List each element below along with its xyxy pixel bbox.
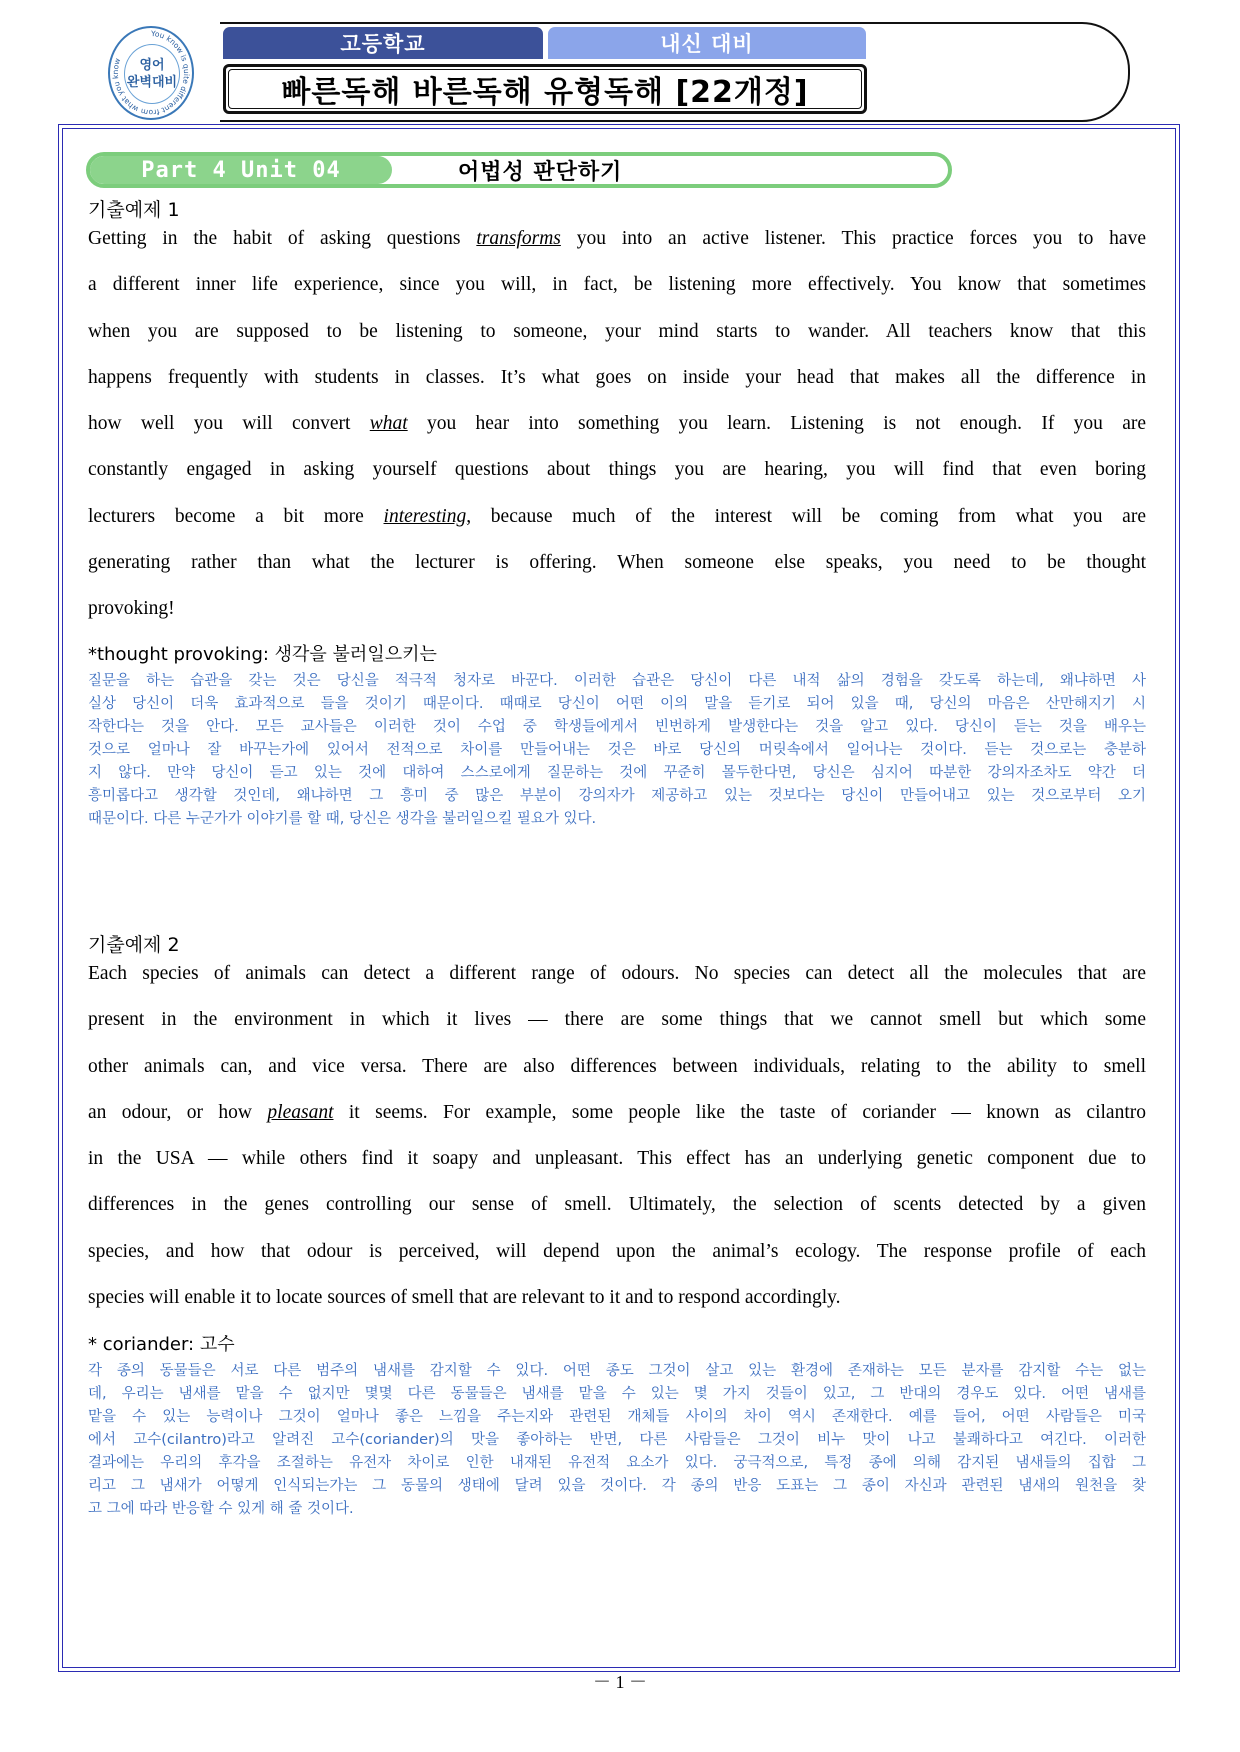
example-2-label: 기출예제 2 [88,934,180,956]
logo-ring-text: You know is quite different from what you know [110,28,192,118]
passage-line [88,1006,1146,1052]
note-meaning: 생각을 불러일으키는 [268,644,437,665]
logo-line-1: 영어 [139,58,165,73]
passage-line [88,1145,1146,1191]
passage-line [88,225,1146,271]
passage-line [88,318,1146,364]
translation-line: 지 않다. 만약 당신이 듣고 있는 것에 대하여 스스로에게 질문하는 것에 꾸준히 몰두한다면, 당신은 심지어 따분한 강의자조차도 약간 더 [88,765,1146,781]
tab-school: 고등학교 [223,27,543,59]
underlined-word: interesting [383,505,467,527]
passage-text: you hear into something you learn. Listening is not enough. If you are [407,413,1146,435]
passage-text: Each species of animals can detect a different range of odours. No species can detect all the molecules that are [88,963,1146,984]
translation-line: 리고 그 냄새가 어떻게 인식되는가는 그 동물의 생태에 달려 있을 것이다. 각 종의 반응 도표는 그 종이 자신과 관련된 냄새의 원천을 찾 [88,1478,1146,1494]
translation-line: 각 종의 동물들은 서로 다른 범주의 냄새를 감지할 수 있다. 어떤 종도 그것이 살고 있는 환경에 존재하는 모든 분자를 감지할 수는 없는 [88,1363,1146,1379]
translation-line: 결과에는 우리의 후각을 조절하는 유전자 차이로 인한 내재된 유전적 요소가 있다. 궁극적으로, 특정 종에 의해 감지된 냄새들의 집합 그 [88,1455,1146,1471]
passage-text: when you are supposed to be listening to someone, your mind starts to wander. All teachers know that this [88,320,1146,342]
passage-line [88,960,1146,1006]
passage-text: you into an active listener. This practice forces you to have [560,228,1146,249]
translation-line: 질문을 하는 습관을 갖는 것은 당신을 적극적 청자로 바꾼다. 이러한 습관은 당신이 다른 내적 삶의 경험을 갖도록 하는데, 왜냐하면 사 [88,673,1146,689]
passage-line [88,503,1146,549]
underlined-word: transforms [476,228,561,249]
example-1-note [88,640,437,666]
passage-line [88,1099,1146,1145]
passage-text: Getting in the habit of asking questions [88,228,477,249]
example-1-passage [88,225,1146,642]
translation-line: 데, 우리는 냄새를 맡을 수 없지만 몇몇 다른 동물들은 냄새를 맡을 수 있는 몇 가지 것들이 있고, 그 반대의 경우도 있다. 어떤 냄새를 [88,1386,1146,1402]
note-meaning: 고수 [194,1334,235,1355]
passage-line [88,1284,1146,1330]
passage-text: constantly engaged in asking yourself questions about things you are hearing, you will find that even boring [88,459,1146,481]
translation-line: 에서 고수(cilantro)라고 알려진 고수(coriander)의 맛을 좋아하는 반면, 다른 사람들은 그것이 비누 맛이 나고 불쾌하다고 여긴다. 이러한 [88,1432,1146,1448]
example-2-note [88,1330,235,1356]
logo-line-2: 완벽대비 [126,75,178,90]
passage-line [88,1053,1146,1099]
passage-text: species, and how that odour is perceived, will depend upon the animal’s ecology. The response profile of each [88,1240,1146,1262]
passage-line [88,271,1146,317]
note-term: *thought provoking: [88,644,269,665]
passage-text: lecturers become a bit more [88,505,384,527]
passage-line [88,1238,1146,1284]
example-1-label: 기출예제 1 [88,199,180,221]
passage-text: provoking! [88,598,175,620]
tab-exam-prep: 내신 대비 [548,27,866,59]
passage-line [88,595,1146,641]
example-2-passage [88,960,1146,1330]
translation-line: 흥미롭다고 생각할 것인데, 왜냐하면 그 흥미 중 많은 부분이 강의자가 제공하고 있는 것보다는 당신이 만들어내고 있는 것으로부터 오기 [88,788,1146,804]
passage-text: an odour, or how [88,1101,268,1123]
book-title: 빠른독해 바른독해 유형독해 [22개정] [223,64,867,114]
example-1-translation [88,670,1146,831]
underlined-word: what [369,413,408,435]
passage-text: present in the environment in which it lives — there are some things that we cannot smell but which some [88,1009,1146,1031]
note-term: * coriander: [88,1334,195,1355]
translation-line: 것으로 얼마나 잘 바꾸는가에 있어서 전적으로 차이를 만들어내는 것은 바로 당신의 머릿속에서 일어나는 것이다. 듣는 것으로는 충분하 [88,742,1146,758]
passage-text: , because much of the interest will be coming from what you are [466,505,1146,527]
translation-line: 맡을 수 있는 능력이나 그것이 얼마나 좋은 느낌을 주는지와 관련된 개체들 사이의 차이 역시 존재한다. 예를 들어, 어떤 사람들은 미국 [88,1409,1146,1425]
passage-text: it seems. For example, some people like the taste of coriander — known as cilantro [333,1101,1146,1123]
passage-text: how well you will convert [88,413,370,435]
unit-part-label: Part 4 Unit 04 [90,156,392,184]
passage-text: generating rather than what the lecturer is offering. When someone else speaks, you need to be thought [88,552,1146,574]
passage-text: species will enable it to locate sources of smell that are relevant to it and to respond accordingly. [88,1287,841,1309]
passage-line [88,364,1146,410]
underlined-word: pleasant [267,1101,334,1123]
passage-line [88,456,1146,502]
translation-line: 고 그에 따라 반응할 수 있게 해 줄 것이다. [88,1501,354,1517]
passage-text: other animals can, and vice versa. There are also differences between individuals, relating to the ability to smell [88,1055,1146,1077]
translation-line: 작한다는 것을 안다. 모든 교사들은 이러한 것이 수업 중 학생들에게서 빈번하게 발생한다는 것을 알고 있다. 당신이 듣는 것을 배우는 [88,719,1146,735]
passage-line [88,410,1146,456]
translation-line: 때문이다. 다른 누군가가 이야기를 할 때, 당신은 생각을 불러일으킬 필요가 있다. [88,811,597,827]
passage-line [88,549,1146,595]
translation-line: 실상 당신이 더욱 효과적으로 들을 것이기 때문이다. 때때로 당신이 어떤 이의 말을 듣기로 되어 있을 때, 당신의 마음은 산만해지기 시 [88,696,1146,712]
passage-text: happens frequently with students in classes. It’s what goes on inside your head that makes all the difference in [88,366,1146,388]
passage-text: differences in the genes controlling our sense of smell. Ultimately, the selection of scents detected by a given [88,1194,1146,1216]
page-number: － 1 － [593,1672,647,1692]
passage-text: in the USA — while others find it soapy and unpleasant. This effect has an underlying genetic component due to [88,1148,1146,1170]
logo [108,26,194,120]
example-2-translation [88,1360,1146,1521]
passage-line [88,1191,1146,1237]
logo-center [124,44,180,104]
passage-text: a different inner life experience, since you will, in fact, be listening more effectively. You know that sometimes [88,274,1146,296]
unit-title: 어법성 판단하기 [458,159,623,185]
